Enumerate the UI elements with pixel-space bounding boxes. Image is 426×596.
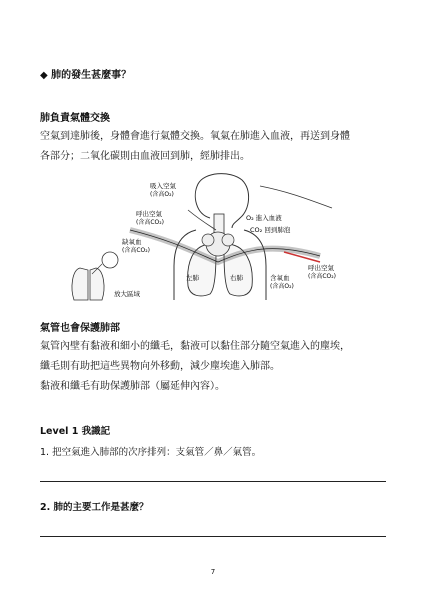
label-magnified-view: 放大區域	[114, 290, 140, 298]
answer-line-1[interactable]	[40, 481, 386, 482]
page-number: 7	[210, 568, 216, 576]
gas-exchange-paragraph	[40, 127, 386, 167]
subheading-gas-exchange: 肺負責氣體交換	[40, 113, 110, 124]
label-left-lung: 左肺	[186, 274, 199, 282]
label-inhaled-air-note: (含高O₂)	[150, 191, 174, 198]
label-deoxygenated-blood: 缺氧血	[122, 238, 142, 246]
label-exhaled-air: 呼出空氣	[136, 210, 162, 218]
diagram-illustration	[70, 170, 360, 310]
question-2: 2. 肺的主要工作是甚麼？	[40, 502, 149, 513]
label-oxygenated-blood-note: (含高O₂)	[270, 283, 294, 290]
protection-paragraph	[40, 337, 386, 397]
subheading-protection: 氣管也會保護肺部	[40, 323, 120, 334]
label-oxygenated-blood: 含氧血	[270, 274, 290, 282]
paragraph-line: 纖毛則有助把這些異物向外移動，減少塵埃進入肺部。	[40, 361, 280, 372]
paragraph-line: 各部分；二氧化碳則由血液回到肺，經肺排出。	[40, 151, 250, 162]
question-1: 1. 把空氣進入肺部的次序排列：支氣管／鼻／氣管。	[40, 447, 262, 458]
answer-line-2[interactable]	[40, 536, 386, 537]
label-o2-into-blood: O₂ 進入血液	[246, 214, 282, 222]
label-co2-back: CO₂ 回到肺泡	[250, 226, 291, 234]
respiratory-system-diagram	[70, 170, 360, 310]
paragraph-line: 空氣到達肺後，身體會進行氣體交換。氧氣在肺進入血液，再送到身體	[40, 131, 350, 142]
paragraph-line: 氣管內壁有黏液和細小的纖毛，黏液可以黏住部分隨空氣進入的塵埃，	[40, 341, 350, 352]
label-right-lung: 右肺	[230, 274, 243, 282]
label-exhaled-air-note: (含高CO₂)	[136, 219, 164, 226]
label-exhaled-air-right: 呼出空氣	[308, 264, 334, 272]
label-exhaled-air-right-note: (含高CO₂)	[308, 273, 336, 280]
label-deoxygenated-blood-note: (含高CO₂)	[122, 247, 150, 254]
section-title: ◆ 肺的發生甚麼事？	[40, 70, 132, 81]
level-label: Level 1 我識記	[40, 426, 111, 437]
label-inhaled-air: 吸入空氣	[150, 182, 176, 190]
paragraph-line: 黏液和纖毛有助保護肺部（屬延伸內容）。	[40, 381, 225, 392]
